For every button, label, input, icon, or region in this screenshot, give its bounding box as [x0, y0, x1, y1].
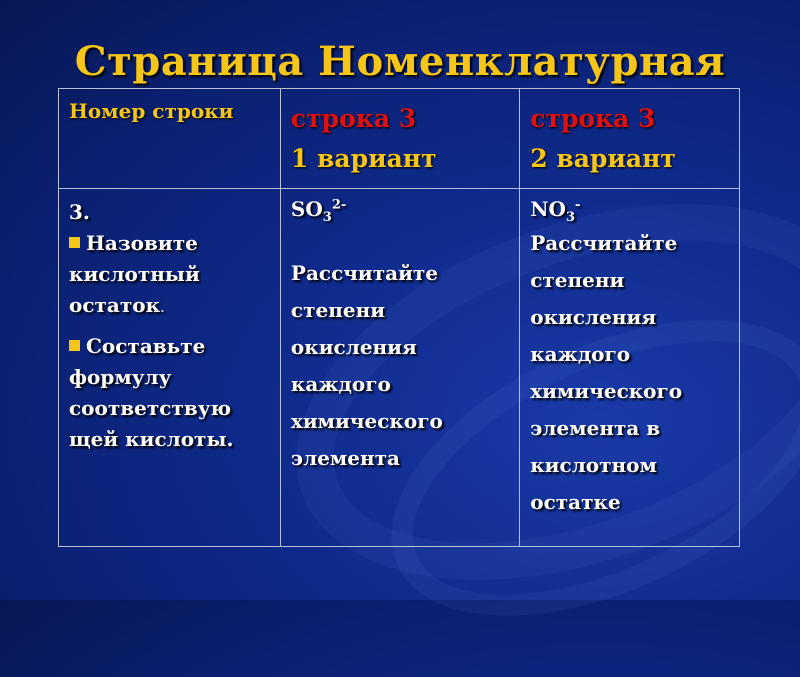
variant-1-task-line: окисления	[290, 335, 417, 359]
task-1: Назовите	[69, 228, 280, 259]
bullet-square-icon	[69, 340, 80, 351]
table-row	[59, 189, 740, 547]
variant-2-task-line: химического	[530, 379, 683, 403]
variant-1-label: 1 вариант	[290, 144, 437, 173]
variant-2-task-line: остатке	[530, 490, 621, 514]
task-2-line-3: соответствую	[69, 396, 232, 420]
variant-1-formula: $SO_3^{2-}$	[290, 197, 347, 225]
task-1-line-2: кислотный	[69, 262, 200, 286]
variant-1-line-label: строка 3	[290, 104, 417, 133]
variant-2-task-line: элемента в	[530, 416, 661, 440]
variant-1-task-line: Рассчитайте	[290, 261, 439, 285]
variant-2-task-line: каждого	[530, 342, 631, 366]
variant-2-task	[520, 225, 739, 521]
variant-2-formula: $NO_3^-$	[530, 197, 581, 225]
header-cell-variant-1	[280, 89, 519, 189]
row-number: 3.	[69, 200, 90, 224]
variant-2-task-line: степени	[530, 268, 625, 292]
variant-1-task-line: степени	[290, 298, 386, 322]
variant-2-cell	[520, 189, 740, 547]
slide-title: Страница Номенклатурная	[74, 38, 726, 85]
table-header-row	[59, 89, 740, 189]
variant-2-task-line: Рассчитайте	[530, 231, 678, 255]
variant-1-task-line: каждого	[290, 372, 391, 396]
variant-2-line-label: строка 3	[530, 104, 656, 133]
header-cell-variant-2	[520, 89, 740, 189]
task-1-line-3: остаток.	[69, 293, 165, 317]
variant-2-task-line: кислотном	[530, 453, 657, 477]
task-2: Составьте	[69, 331, 280, 362]
variant-2-label: 2 вариант	[530, 144, 676, 173]
variant-2-task-line: окисления	[530, 305, 657, 329]
variant-1-cell	[280, 189, 519, 547]
header-row-number-label: Номер строки	[69, 99, 234, 123]
variant-1-task	[281, 255, 519, 477]
task-2-line-4: щей кислоты.	[69, 427, 234, 451]
bullet-square-icon	[69, 237, 80, 248]
task-cell	[59, 189, 281, 547]
variant-1-task-line: элемента	[290, 446, 401, 470]
task-2-line-2: формулу	[69, 365, 172, 389]
variant-1-task-line: химического	[290, 409, 443, 433]
nomenclature-table	[58, 88, 740, 547]
header-cell-row-number	[59, 89, 281, 189]
